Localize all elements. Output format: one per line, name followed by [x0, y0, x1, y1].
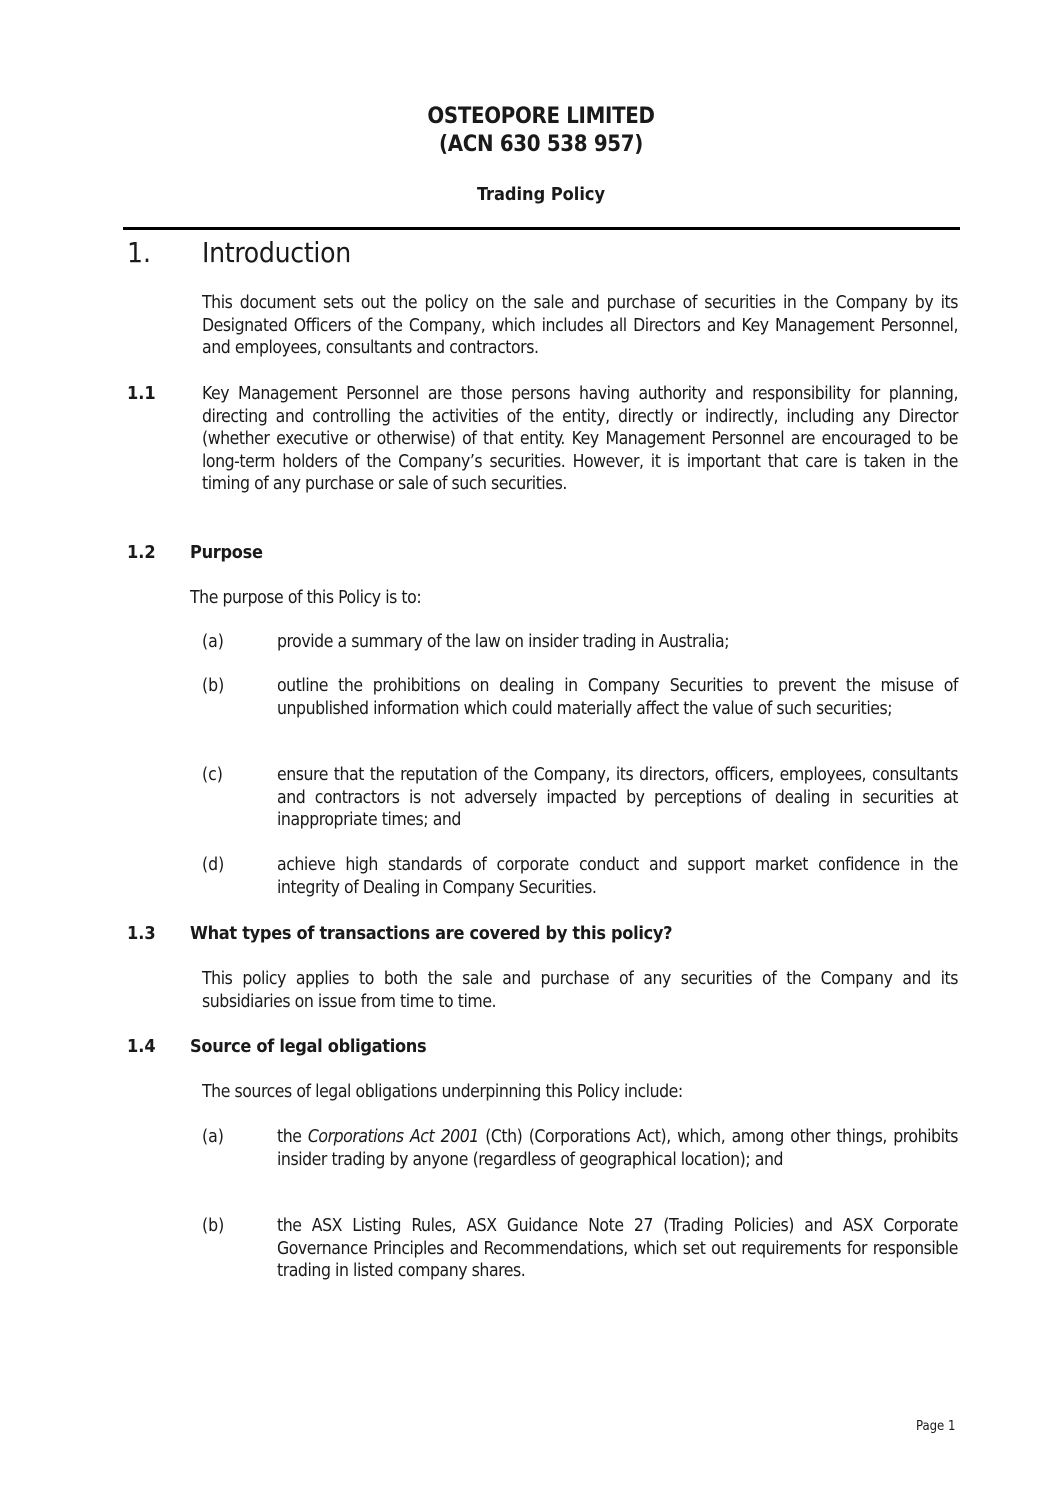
text-fragment: (Cth) (Corporations Act), which, among other things, prohibits insider trading by anyone (regardless of geographical location); and — [277, 1127, 958, 1170]
clause-1-3-number: 1.3 — [127, 923, 156, 944]
header-divider — [123, 227, 960, 230]
purpose-item-label: (d) — [202, 855, 225, 875]
sources-item-text — [277, 1126, 958, 1171]
clause-1-1-text: Key Management Personnel are those persons having authority and responsibility for planning, directing and controlling the activities of the entity, directly or indirectly, including any Director (whether executive or otherwise) of that entity. Key Management Personnel are encouraged to be long-term holders of the Company’s securities. However, it is important that care is taken in the timing of any purchase or sale of such securities. — [202, 384, 958, 494]
text-fragment: the — [277, 1127, 308, 1147]
purpose-item-text: outline the prohibitions on dealing in Company Securities to prevent the misuse of unpublished information which could materially affect the value of such securities; — [277, 676, 958, 719]
intro-paragraph: This document sets out the policy on the sale and purchase of securities in the Company by its Designated Officers of the Company, which includes all Directors and Key Management Personnel, and employees, consultants and contractors. — [202, 293, 958, 358]
clause-1-3-text: This policy applies to both the sale and purchase of any securities of the Company and its subsidiaries on issue from time to time. — [202, 969, 958, 1012]
sources-item-text: the ASX Listing Rules, ASX Guidance Note 27 (Trading Policies) and ASX Corporate Governance Principles and Recommendations, which set out requirements for responsible trading in listed company shares. — [277, 1216, 958, 1281]
clause-1-1-number: 1.1 — [127, 383, 156, 404]
purpose-item-text: ensure that the reputation of the Company, its directors, officers, employees, consultants and contractors is not adversely impacted by perceptions of dealing in securities at inappropriate times; and — [277, 765, 958, 830]
clause-1-2-number: 1.2 — [127, 542, 156, 563]
company-name: OSTEOPORE LIMITED — [427, 104, 655, 129]
purpose-item-text: provide a summary of the law on insider trading in Australia; — [277, 632, 730, 652]
clause-1-4-title: Source of legal obligations — [190, 1036, 427, 1057]
page-number: Page 1 — [916, 1419, 956, 1434]
purpose-item-label: (c) — [202, 765, 223, 785]
clause-1-2-title: Purpose — [190, 542, 263, 563]
purpose-item-label: (a) — [202, 632, 224, 652]
sources-lead: The sources of legal obligations underpinning this Policy include: — [202, 1082, 683, 1102]
section-1-number: 1. — [127, 236, 152, 269]
sources-item-label: (a) — [202, 1127, 224, 1147]
clause-1-3-title: What types of transactions are covered by this policy? — [190, 923, 673, 944]
purpose-lead: The purpose of this Policy is to: — [190, 588, 422, 608]
sources-item-label: (b) — [202, 1216, 225, 1236]
document-title: Trading Policy — [476, 184, 606, 205]
clause-1-4-number: 1.4 — [127, 1036, 156, 1057]
purpose-item-label: (b) — [202, 676, 225, 696]
purpose-item-text: achieve high standards of corporate conduct and support market confidence in the integrity of Dealing in Company Securities. — [277, 855, 958, 898]
company-acn: (ACN 630 538 957) — [439, 132, 643, 157]
section-1-title: Introduction — [202, 236, 351, 269]
act-title: Corporations Act 2001 — [307, 1127, 479, 1147]
